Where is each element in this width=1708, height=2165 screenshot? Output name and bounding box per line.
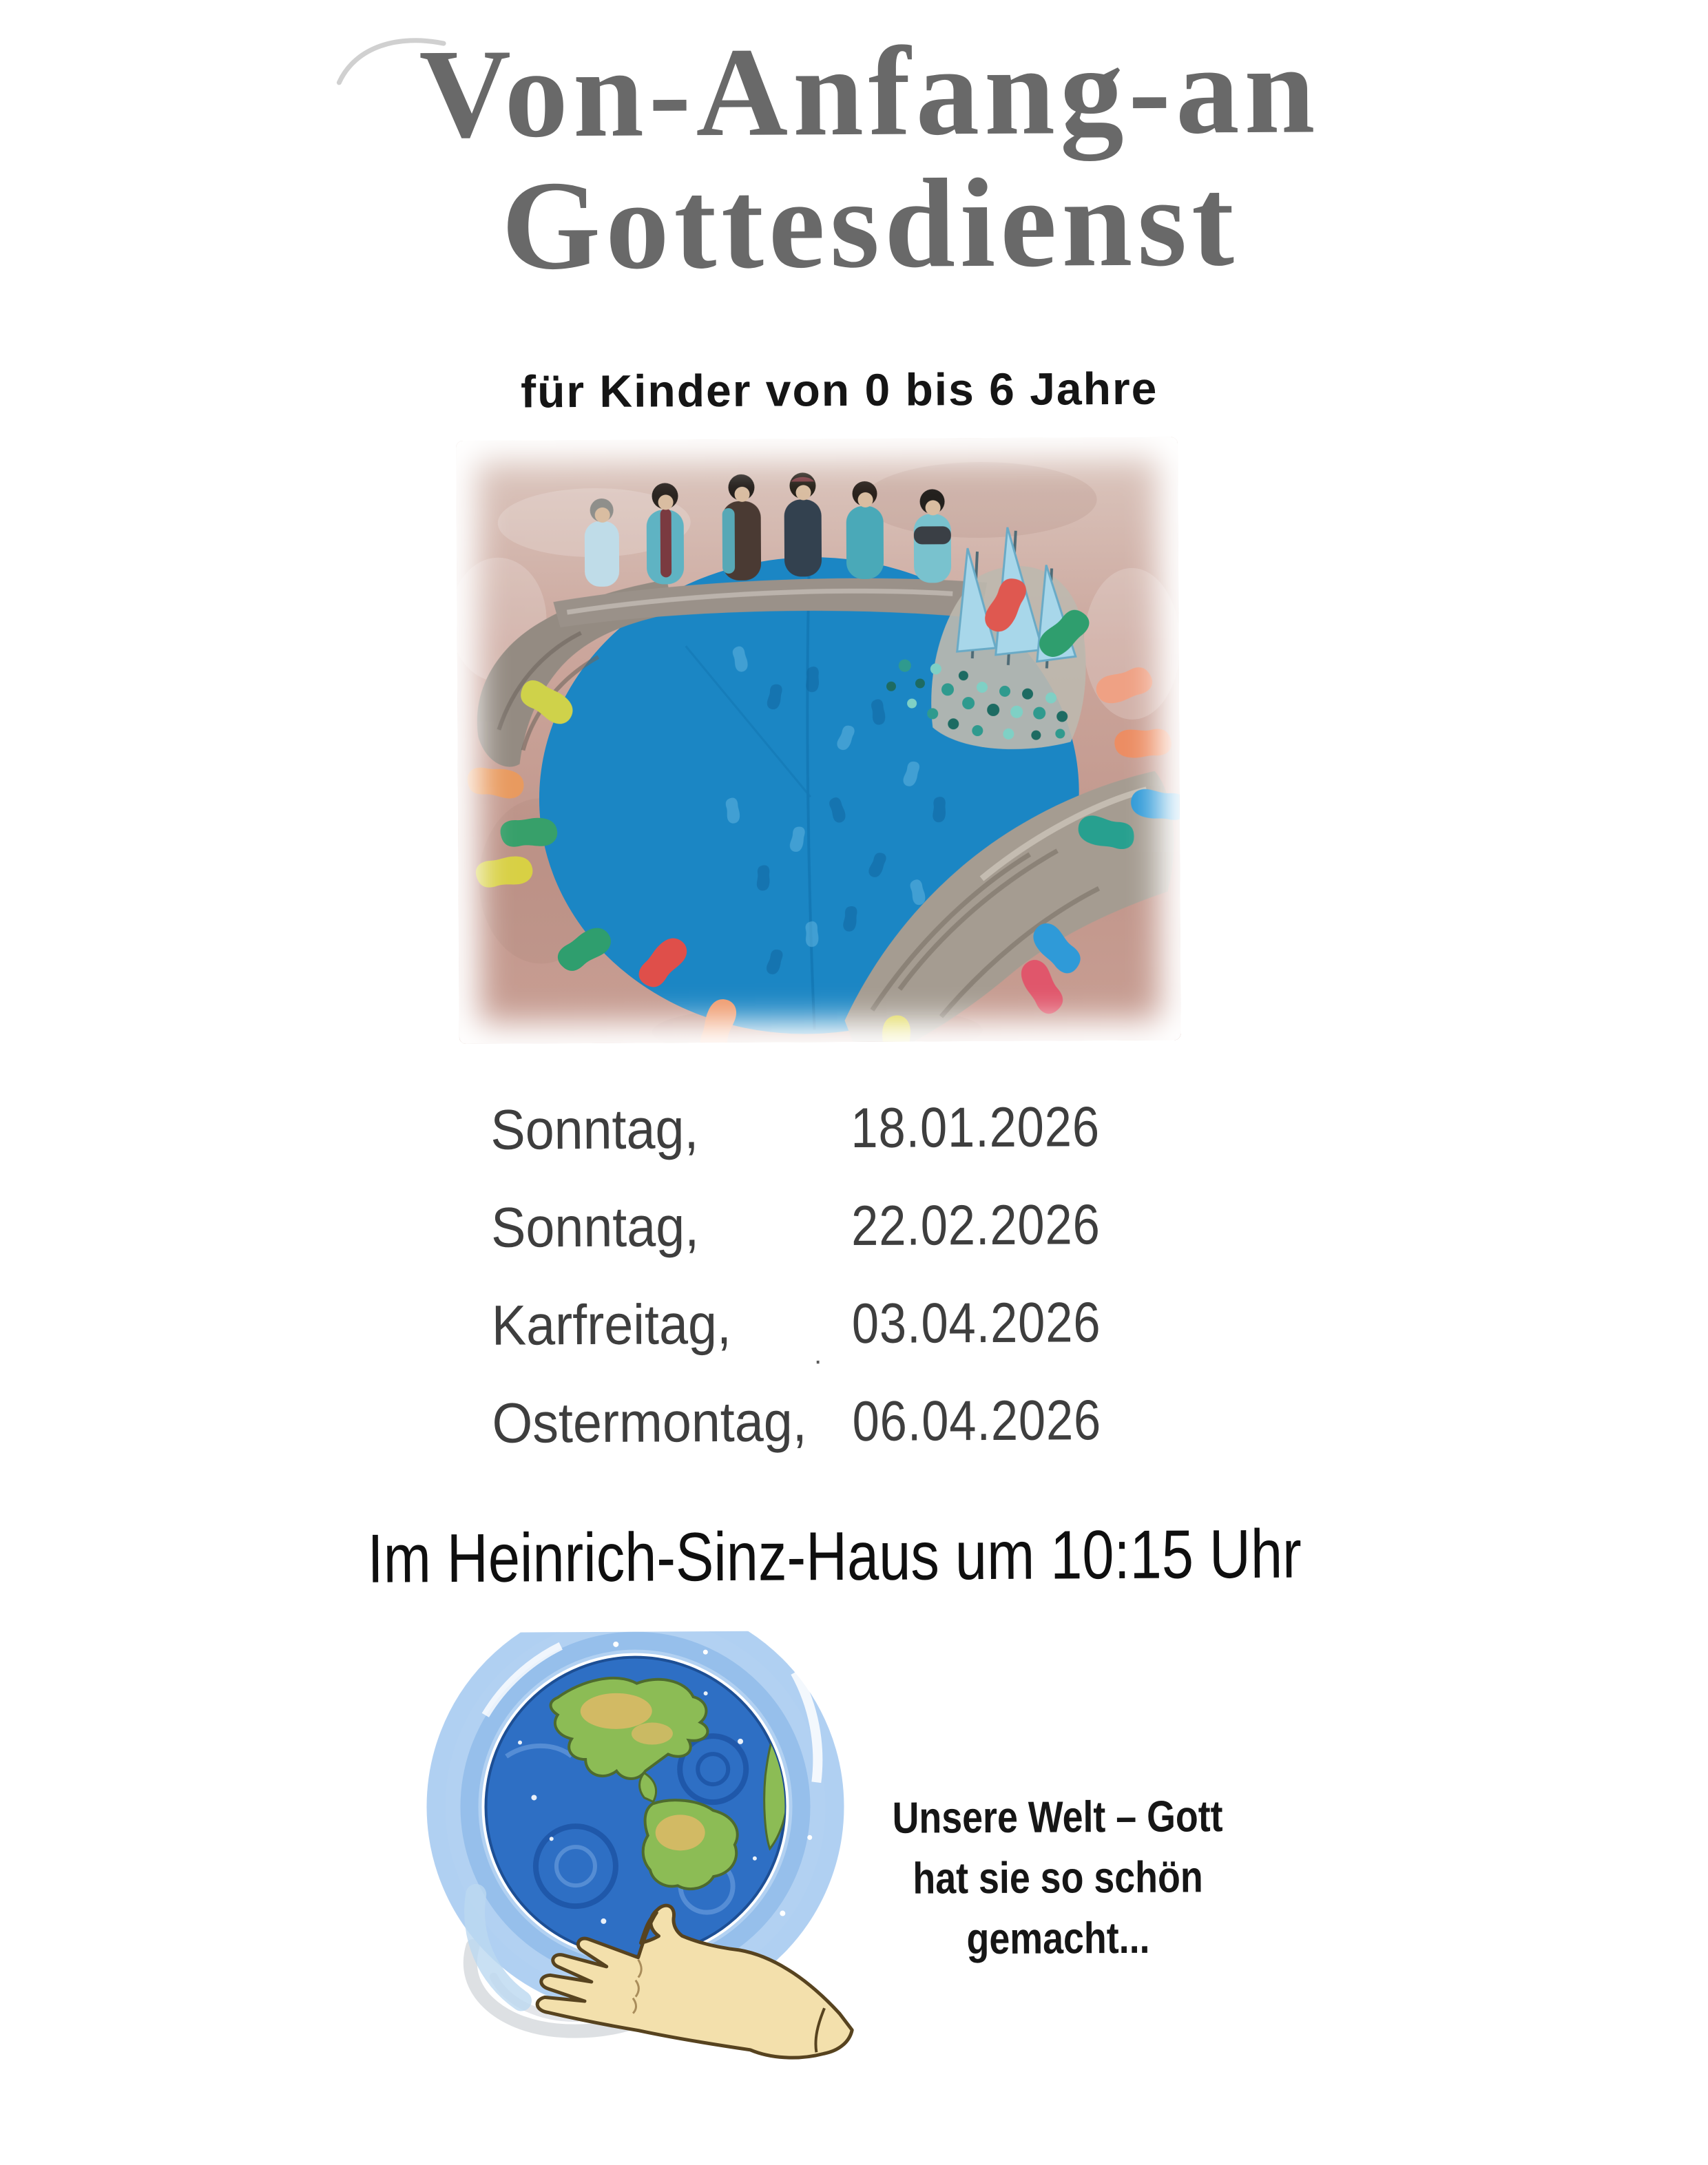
schedule-date: 06.04.2026 bbox=[852, 1389, 1102, 1454]
schedule-date: 18.01.2026 bbox=[851, 1096, 1101, 1160]
subtitle: für Kinder von 0 bis 6 Jahre bbox=[520, 362, 1158, 417]
quote-text bbox=[340, 1783, 1708, 1972]
title-line-2: Gottesdienst bbox=[501, 151, 1240, 297]
schedule-row bbox=[491, 1291, 1101, 1370]
schedule-day: Ostermontag, bbox=[492, 1390, 807, 1455]
schedule-row bbox=[490, 1096, 1101, 1164]
quote-line-3: gemacht... bbox=[966, 1912, 1150, 1964]
page-title bbox=[15, 21, 1708, 295]
title-line-1: Von-Anfang-an bbox=[419, 19, 1320, 165]
schedule-day: Karfreitag, bbox=[491, 1293, 732, 1357]
location-line: Im Heinrich-Sinz-Haus um 10:15 Uhr bbox=[367, 1515, 1302, 1598]
schedule-day: Sonntag, bbox=[490, 1098, 699, 1162]
scan-speck: . bbox=[813, 1339, 822, 1370]
schedule-row bbox=[492, 1389, 1102, 1458]
quote-line-2: hat sie so schön bbox=[913, 1852, 1203, 1903]
quote-line-1: Unsere Welt – Gott bbox=[892, 1791, 1223, 1843]
schedule-date: 03.04.2026 bbox=[851, 1291, 1101, 1356]
schedule-day: Sonntag, bbox=[490, 1195, 700, 1259]
schedule-date: 22.02.2026 bbox=[851, 1193, 1101, 1258]
schedule-row bbox=[490, 1193, 1101, 1262]
photo-blue-circle-scene bbox=[456, 437, 1181, 1044]
photo-illustration bbox=[456, 437, 1181, 1044]
